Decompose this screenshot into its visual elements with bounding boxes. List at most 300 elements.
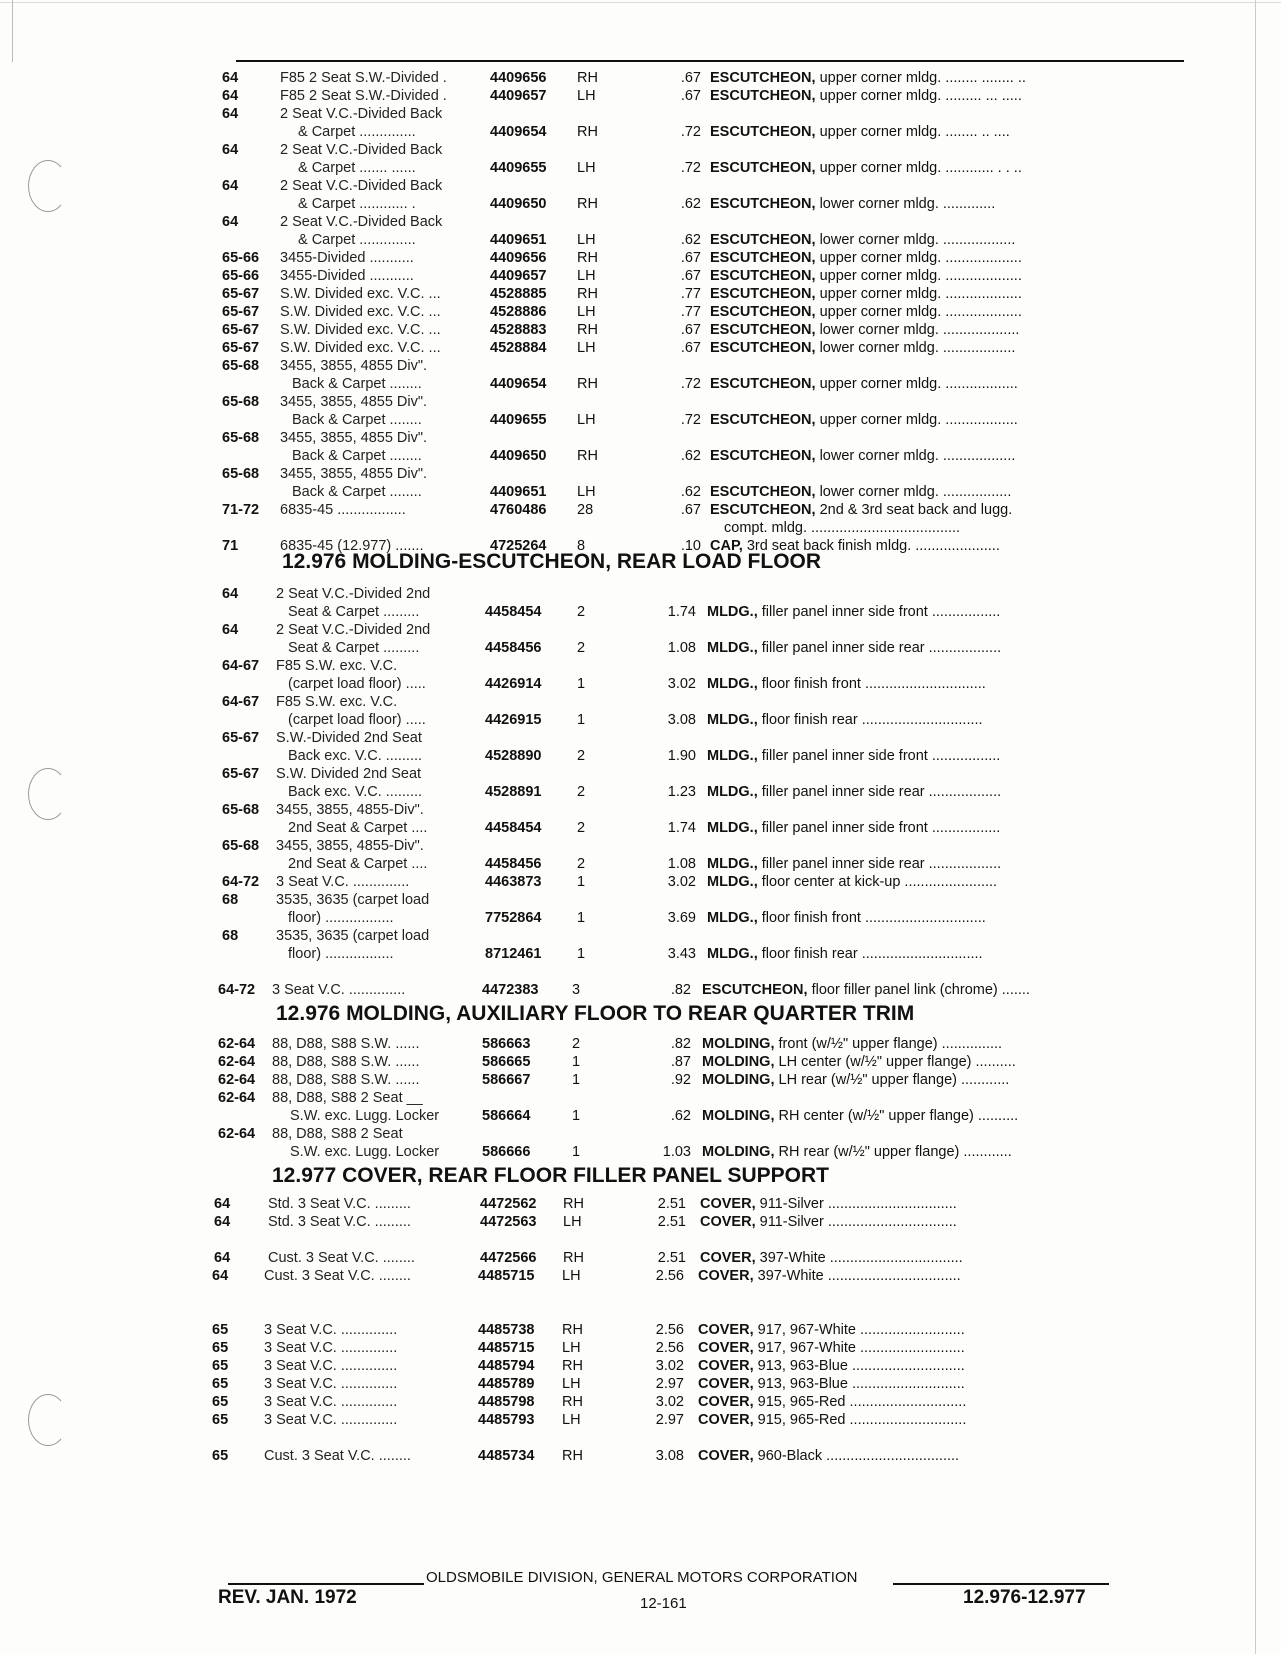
part-name: MLDG., (707, 910, 758, 926)
price: 2.97 (655, 1412, 684, 1428)
part-number: 4463873 (485, 874, 542, 890)
table-row (0, 303, 1281, 321)
model-year: 64 (222, 142, 239, 158)
part-description (707, 711, 1120, 729)
price: .67 (680, 322, 701, 338)
model-description: 2 Seat V.C.-Divided Back (280, 178, 443, 194)
model-description: & Carpet ....... ...... (298, 160, 416, 176)
part-name: ESCUTCHEON, (710, 160, 816, 176)
table-row (0, 747, 1281, 765)
quantity: RH (563, 1250, 584, 1266)
model-description: 2nd Seat & Carpet .... (288, 820, 428, 836)
part-name: COVER, (700, 1214, 756, 1230)
model-year: 68 (222, 892, 239, 908)
part-description-text: filler panel inner side front ................. (761, 604, 1001, 620)
part-name: MLDG., (707, 784, 758, 800)
table-row (0, 855, 1281, 873)
part-name: COVER, (698, 1448, 754, 1464)
part-description-text: lower corner mldg. ................. (819, 484, 1012, 500)
part-name: ESCUTCHEON, (710, 484, 816, 500)
part-name: ESCUTCHEON, (710, 448, 816, 464)
part-number: 4528890 (485, 748, 542, 764)
part-description-text: upper corner mldg. ............ . . .. (819, 160, 1022, 176)
part-name: ESCUTCHEON, (710, 322, 816, 338)
part-description (702, 1143, 1120, 1161)
part-description (702, 1071, 1120, 1089)
part-description-text: upper corner mldg. ................... (819, 268, 1022, 284)
price: 1.74 (667, 820, 696, 836)
model-year: 64-67 (222, 694, 260, 710)
table-row (0, 1375, 1281, 1393)
model-year: 64 (222, 88, 239, 104)
table-row (0, 321, 1281, 339)
quantity: 2 (572, 1036, 581, 1052)
part-description (707, 603, 1120, 621)
part-name: MLDG., (707, 946, 758, 962)
model-description: (carpet load floor) ..... (288, 676, 426, 692)
price: .72 (680, 124, 701, 140)
part-description (702, 981, 1120, 999)
price: 2.56 (655, 1268, 684, 1284)
model-year: 64 (214, 1250, 231, 1266)
table-row (0, 249, 1281, 267)
part-name: ESCUTCHEON, (710, 340, 816, 356)
part-number: 4485798 (478, 1394, 535, 1410)
model-year: 65-67 (222, 304, 260, 320)
part-name: MOLDING, (702, 1072, 775, 1088)
model-description: F85 2 Seat S.W.-Divided . (280, 70, 447, 86)
model-year: 65 (212, 1322, 229, 1338)
part-description (707, 855, 1120, 873)
price: 1.03 (662, 1144, 691, 1160)
part-description (707, 819, 1120, 837)
model-description: Back & Carpet ........ (292, 412, 422, 428)
model-description: S.W. exc. Lugg. Locker (290, 1144, 440, 1160)
model-year: 65-66 (222, 250, 260, 266)
quantity: 1 (572, 1072, 581, 1088)
model-description: 3 Seat V.C. .............. (264, 1340, 398, 1356)
model-year: 64 (214, 1196, 231, 1212)
model-description: 3535, 3635 (carpet load (276, 892, 430, 908)
footer-division: OLDSMOBILE DIVISION, GENERAL MOTORS CORPORATION (426, 1569, 858, 1586)
part-name: MLDG., (707, 640, 758, 656)
part-number: 4409651 (490, 232, 547, 248)
table-row (0, 873, 1281, 891)
model-description: Std. 3 Seat V.C. ......... (268, 1196, 411, 1212)
part-number: 4472383 (482, 982, 539, 998)
part-description-text: upper corner mldg. ........ ........ .. (819, 70, 1026, 86)
model-year: 65-68 (222, 802, 260, 818)
quantity: 1 (572, 1144, 581, 1160)
quantity: 2 (577, 640, 586, 656)
part-number: 4528884 (490, 340, 547, 356)
part-number: 586663 (482, 1036, 531, 1052)
model-year: 62-64 (218, 1072, 256, 1088)
price: 3.02 (655, 1394, 684, 1410)
table-row (0, 1393, 1281, 1411)
table-row (0, 1107, 1281, 1125)
part-description (702, 1053, 1120, 1071)
part-description (724, 519, 1134, 537)
part-description (710, 195, 1120, 213)
part-description (710, 375, 1120, 393)
price: 3.43 (667, 946, 696, 962)
part-name: COVER, (698, 1322, 754, 1338)
part-description-text: RH rear (w/½" upper flange) ............ (778, 1144, 1012, 1160)
table-row (0, 195, 1281, 213)
model-year: 62-64 (218, 1054, 256, 1070)
table-row (0, 141, 1281, 159)
price: 2.56 (655, 1322, 684, 1338)
price: 1.90 (667, 748, 696, 764)
model-description: F85 S.W. exc. V.C. (276, 658, 398, 674)
part-number: 4528886 (490, 304, 547, 320)
part-description (698, 1411, 1120, 1429)
price: .62 (680, 484, 701, 500)
part-description (710, 69, 1120, 87)
quantity: LH (562, 1340, 581, 1356)
model-description: 2 Seat V.C.-Divided Back (280, 142, 443, 158)
model-description: 6835-45 (12.977) ....... (280, 538, 424, 554)
quantity: LH (577, 268, 596, 284)
part-description (707, 747, 1120, 765)
part-number: 4485793 (478, 1412, 535, 1428)
model-description: Seat & Carpet ......... (288, 604, 420, 620)
part-description (710, 411, 1120, 429)
quantity: 3 (572, 982, 581, 998)
section-heading: 12.976 MOLDING-ESCUTCHEON, REAR LOAD FLOOR (282, 550, 822, 573)
part-name: COVER, (700, 1250, 756, 1266)
part-name: MOLDING, (702, 1144, 775, 1160)
part-name: ESCUTCHEON, (702, 982, 808, 998)
part-description-text: 917, 967-White .......................... (757, 1322, 965, 1338)
model-description: S.W. Divided exc. V.C. ... (280, 304, 441, 320)
model-description: 88, D88, S88 2 Seat __ (272, 1090, 423, 1106)
price: .67 (680, 502, 701, 518)
part-description-text: filler panel inner side rear .................. (761, 784, 1002, 800)
quantity: LH (562, 1268, 581, 1284)
header-rule (236, 60, 1184, 62)
price: 1.08 (667, 856, 696, 872)
part-description-text: 397-White ................................. (757, 1268, 961, 1284)
table-row (0, 519, 1281, 537)
table-row (0, 411, 1281, 429)
part-number: 4485734 (478, 1448, 535, 1464)
part-number: 586667 (482, 1072, 531, 1088)
part-name: MLDG., (707, 874, 758, 890)
model-year: 65 (212, 1412, 229, 1428)
model-description: Cust. 3 Seat V.C. ........ (264, 1268, 411, 1284)
quantity: LH (562, 1376, 581, 1392)
footer-page-number: 12-161 (640, 1595, 687, 1612)
part-description-text: lower corner mldg. .................. (819, 340, 1016, 356)
model-year: 64 (222, 178, 239, 194)
table-row (0, 213, 1281, 231)
part-name: COVER, (698, 1268, 754, 1284)
model-description: 6835-45 ................. (280, 502, 406, 518)
part-number: 4409657 (490, 88, 547, 104)
price: .72 (680, 376, 701, 392)
model-description: 3 Seat V.C. .............. (264, 1394, 398, 1410)
model-year: 62-64 (218, 1036, 256, 1052)
part-description (710, 249, 1120, 267)
part-description-text: 2nd & 3rd seat back and lugg. (819, 502, 1013, 518)
part-description-text: 960-Black ................................. (757, 1448, 960, 1464)
part-number: 4409650 (490, 448, 547, 464)
quantity: LH (577, 304, 596, 320)
model-description: Back exc. V.C. ......... (288, 784, 423, 800)
part-name: MLDG., (707, 604, 758, 620)
page-top-edge (0, 2, 1281, 3)
part-name: COVER, (698, 1358, 754, 1374)
table-row (0, 837, 1281, 855)
model-year: 65-67 (222, 286, 260, 302)
model-description: S.W. Divided exc. V.C. ... (280, 340, 441, 356)
table-row (0, 501, 1281, 519)
part-number: 7752864 (485, 910, 542, 926)
model-year: 65-67 (222, 340, 260, 356)
price: 2.51 (657, 1214, 686, 1230)
table-row (0, 429, 1281, 447)
part-name: MOLDING, (702, 1036, 775, 1052)
table-row (0, 639, 1281, 657)
part-description-text: 917, 967-White .......................... (757, 1340, 965, 1356)
part-description (710, 285, 1120, 303)
table-row (0, 1321, 1281, 1339)
part-name: MLDG., (707, 820, 758, 836)
part-name: COVER, (700, 1196, 756, 1212)
part-number: 4409654 (490, 376, 547, 392)
table-row (0, 1249, 1281, 1267)
model-description: 3 Seat V.C. .............. (276, 874, 410, 890)
part-description-text: front (w/½" upper flange) ............... (778, 1036, 1003, 1052)
footer-rule-right (893, 1583, 1109, 1585)
part-name: ESCUTCHEON, (710, 232, 816, 248)
quantity: LH (563, 1214, 582, 1230)
part-description-text: 3rd seat back finish mldg. ..................... (746, 538, 1000, 554)
part-description-text: upper corner mldg. ................... (819, 286, 1022, 302)
table-row (0, 285, 1281, 303)
part-description-text: upper corner mldg. ................... (819, 304, 1022, 320)
model-description: S.W.-Divided 2nd Seat (276, 730, 422, 746)
model-year: 71 (222, 538, 239, 554)
quantity: LH (577, 160, 596, 176)
model-year: 65 (212, 1376, 229, 1392)
part-description-text: 913, 963-Blue ............................ (757, 1376, 965, 1392)
part-name: CAP, (710, 538, 743, 554)
model-description: 3 Seat V.C. .............. (264, 1376, 398, 1392)
table-row (0, 1125, 1281, 1143)
table-row (0, 339, 1281, 357)
price: .77 (680, 304, 701, 320)
part-number: 4426915 (485, 712, 542, 728)
part-name: ESCUTCHEON, (710, 412, 816, 428)
table-row (0, 1213, 1281, 1231)
part-description (710, 321, 1120, 339)
model-description: 3455, 3855, 4855-Div". (276, 838, 424, 854)
model-year: 65-68 (222, 394, 260, 410)
model-year: 65 (212, 1448, 229, 1464)
model-description: Seat & Carpet ......... (288, 640, 420, 656)
table-row (0, 927, 1281, 945)
price: 3.02 (655, 1358, 684, 1374)
price: .67 (680, 70, 701, 86)
table-row (0, 801, 1281, 819)
model-year: 64 (222, 214, 239, 230)
price: 2.51 (657, 1196, 686, 1212)
model-year: 65-68 (222, 358, 260, 374)
part-number: 4485738 (478, 1322, 535, 1338)
model-description: 2nd Seat & Carpet .... (288, 856, 428, 872)
part-description (710, 123, 1120, 141)
table-row (0, 1071, 1281, 1089)
part-name: MLDG., (707, 856, 758, 872)
part-name: MLDG., (707, 676, 758, 692)
part-name: COVER, (698, 1394, 754, 1410)
table-row (0, 393, 1281, 411)
table-row (0, 1053, 1281, 1071)
table-row (0, 981, 1281, 999)
part-name: COVER, (698, 1412, 754, 1428)
model-description: 3 Seat V.C. .............. (272, 982, 406, 998)
part-description-text: filler panel inner side rear .................. (761, 856, 1002, 872)
table-row (0, 1411, 1281, 1429)
part-description (707, 945, 1120, 963)
quantity: 1 (577, 874, 586, 890)
part-name: MOLDING, (702, 1108, 775, 1124)
price: 3.69 (667, 910, 696, 926)
part-number: 8712461 (485, 946, 542, 962)
part-description-text: upper corner mldg. ......... ... ..... (819, 88, 1022, 104)
part-description (710, 159, 1120, 177)
model-description: S.W. exc. Lugg. Locker (290, 1108, 440, 1124)
quantity: LH (577, 232, 596, 248)
quantity: RH (577, 196, 598, 212)
model-description: Back & Carpet ........ (292, 448, 422, 464)
model-year: 62-64 (218, 1126, 256, 1142)
part-description (710, 231, 1120, 249)
model-description: 88, D88, S88 S.W. ...... (272, 1072, 420, 1088)
part-number: 4528891 (485, 784, 542, 800)
table-row (0, 585, 1281, 603)
part-description (702, 1035, 1120, 1053)
price: 2.56 (655, 1340, 684, 1356)
model-year: 64-67 (222, 658, 260, 674)
part-number: 4409656 (490, 250, 547, 266)
model-year: 64 (212, 1268, 229, 1284)
part-description (707, 675, 1120, 693)
table-row (0, 123, 1281, 141)
model-year: 62-64 (218, 1090, 256, 1106)
table-row (0, 675, 1281, 693)
price: .87 (670, 1054, 691, 1070)
part-number: 586665 (482, 1054, 531, 1070)
part-number: 4409651 (490, 484, 547, 500)
part-number: 586666 (482, 1144, 531, 1160)
quantity: RH (577, 70, 598, 86)
part-description-text: floor finish rear .............................. (761, 712, 983, 728)
part-description-text: upper corner mldg. .................. (819, 376, 1018, 392)
part-description-text: 911-Silver ................................ (759, 1196, 957, 1212)
model-description: 2 Seat V.C.-Divided 2nd (276, 622, 431, 638)
price: 2.51 (657, 1250, 686, 1266)
part-number: 4485715 (478, 1268, 535, 1284)
quantity: 2 (577, 748, 586, 764)
part-name: COVER, (698, 1376, 754, 1392)
part-name: COVER, (698, 1340, 754, 1356)
part-description-text: floor finish front .............................. (761, 676, 986, 692)
part-number: 4409655 (490, 412, 547, 428)
model-description: Back & Carpet ........ (292, 484, 422, 500)
footer-rule-left (228, 1583, 424, 1585)
model-year: 65 (212, 1358, 229, 1374)
table-row (0, 375, 1281, 393)
table-row (0, 621, 1281, 639)
quantity: 2 (577, 784, 586, 800)
model-description: Back & Carpet ........ (292, 376, 422, 392)
part-description-text: lower corner mldg. .................. (819, 232, 1016, 248)
part-description-text: upper corner mldg. ................... (819, 250, 1022, 266)
part-description-text: lower corner mldg. ............. (819, 196, 996, 212)
price: 1.08 (667, 640, 696, 656)
model-description: 3455, 3855, 4855 Div". (280, 358, 428, 374)
table-row (0, 357, 1281, 375)
model-description: 88, D88, S88 S.W. ...... (272, 1054, 420, 1070)
part-number: 4409655 (490, 160, 547, 176)
price: .62 (680, 196, 701, 212)
model-description: 3455, 3855, 4855 Div". (280, 466, 428, 482)
part-description (700, 1195, 1120, 1213)
model-year: 65-68 (222, 838, 260, 854)
part-description-text: lower corner mldg. .................. (819, 448, 1016, 464)
table-row (0, 909, 1281, 927)
part-number: 4409654 (490, 124, 547, 140)
price: .67 (680, 340, 701, 356)
quantity: RH (577, 286, 598, 302)
model-description: floor) ................. (288, 910, 394, 926)
part-description-text: filler panel inner side rear .................. (761, 640, 1002, 656)
part-description-text: filler panel inner side front ................. (761, 748, 1001, 764)
part-description-text: 915, 965-Red ............................. (757, 1412, 967, 1428)
part-description (710, 339, 1120, 357)
model-description: Std. 3 Seat V.C. ......... (268, 1214, 411, 1230)
quantity: 1 (572, 1108, 581, 1124)
model-description: (carpet load floor) ..... (288, 712, 426, 728)
part-name: ESCUTCHEON, (710, 376, 816, 392)
part-description (698, 1321, 1120, 1339)
model-description: 88, D88, S88 S.W. ...... (272, 1036, 420, 1052)
part-name: ESCUTCHEON, (710, 124, 816, 140)
part-name: ESCUTCHEON, (710, 196, 816, 212)
part-description-text: lower corner mldg. ................... (819, 322, 1020, 338)
model-description: F85 S.W. exc. V.C. (276, 694, 398, 710)
part-number: 4409650 (490, 196, 547, 212)
table-row (0, 1339, 1281, 1357)
part-description (710, 87, 1120, 105)
table-row (0, 87, 1281, 105)
model-description: 3455-Divided ........... (280, 268, 414, 284)
model-description: 3 Seat V.C. .............. (264, 1358, 398, 1374)
price: .62 (680, 448, 701, 464)
model-description: 3 Seat V.C. .............. (264, 1322, 398, 1338)
quantity: RH (562, 1358, 583, 1374)
price: .62 (670, 1108, 691, 1124)
part-description-text: floor center at kick-up ....................... (761, 874, 998, 890)
part-name: ESCUTCHEON, (710, 304, 816, 320)
part-description (698, 1375, 1120, 1393)
quantity: LH (577, 484, 596, 500)
model-description: floor) ................. (288, 946, 394, 962)
